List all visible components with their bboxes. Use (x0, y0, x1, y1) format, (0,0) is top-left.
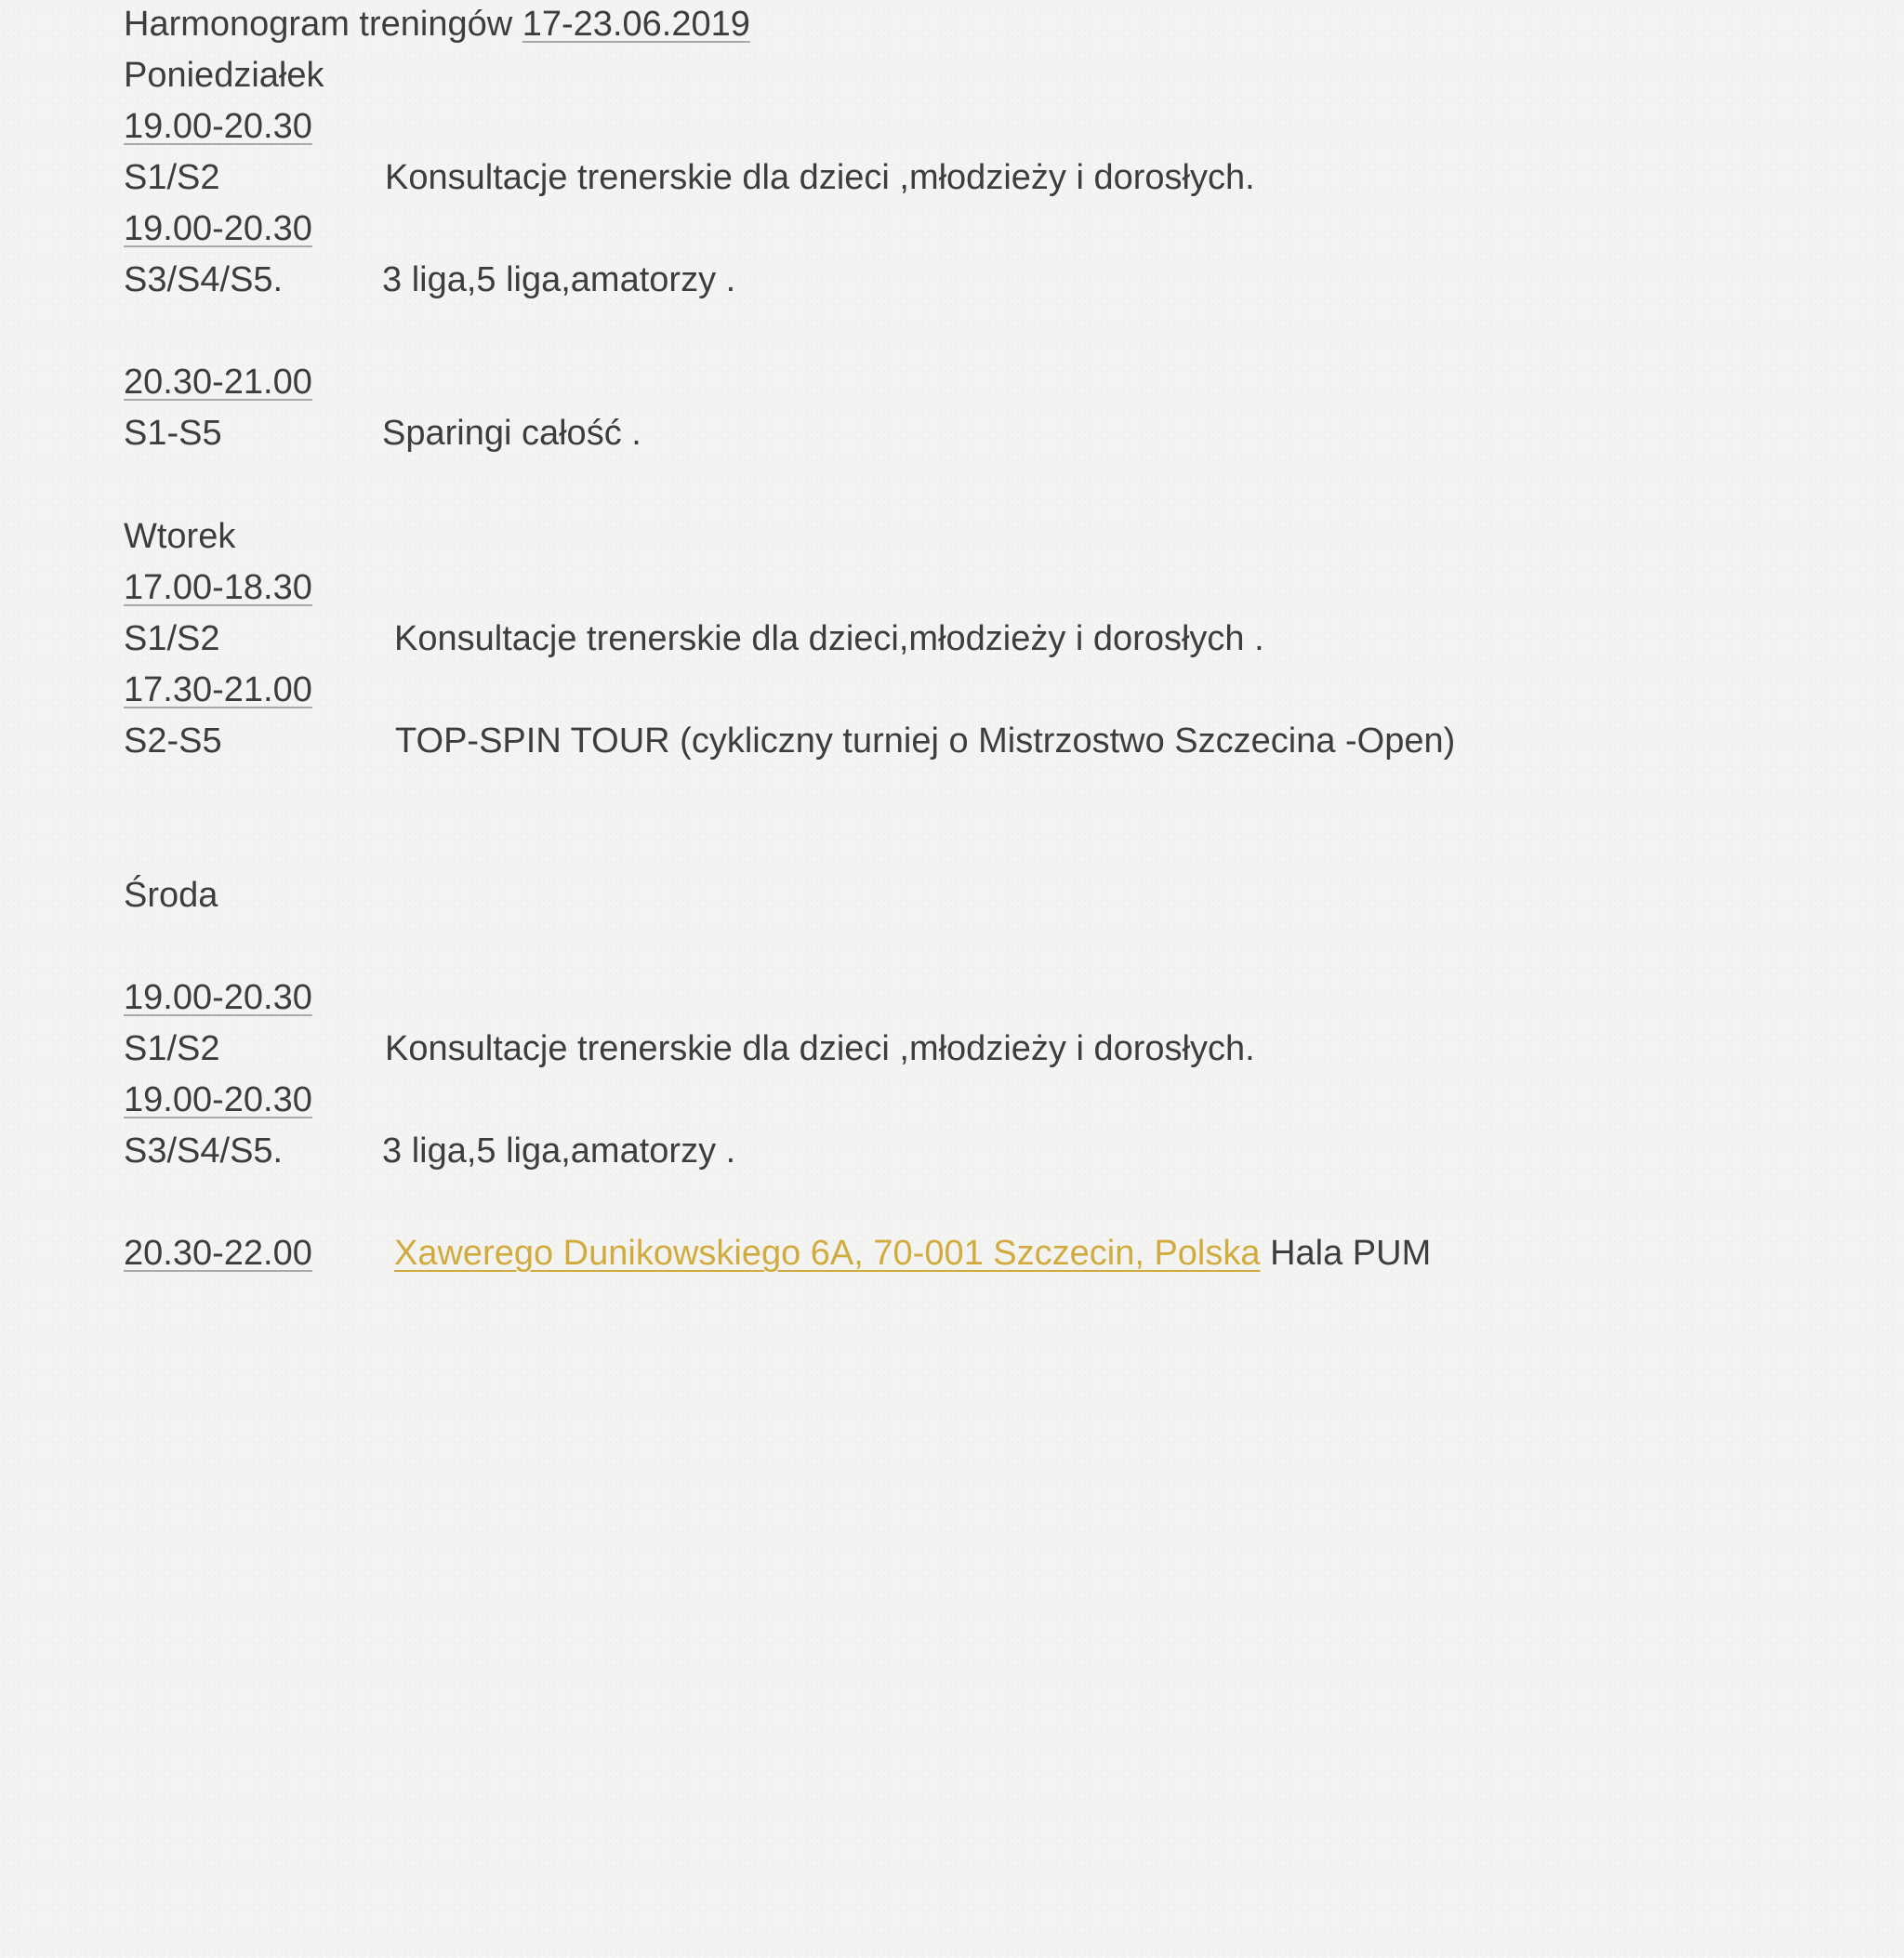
day-heading-wednesday: Środa (124, 876, 218, 915)
activity-description: 3 liga,5 liga,amatorzy . (382, 260, 736, 299)
activity-description: TOP-SPIN TOUR (cykliczny turniej o Mistrzostwo Szczecina -Open) (395, 721, 1456, 761)
time-slot[interactable]: 19.00-20.30 (124, 209, 312, 248)
address-row (394, 1229, 1431, 1277)
title-prefix: Harmonogram treningów (124, 5, 522, 44)
note-title (124, 0, 750, 48)
day-heading-monday: Poniedziałek (124, 56, 324, 95)
venue-label: Hala PUM (1260, 1234, 1432, 1273)
group-label: S3/S4/S5. (124, 1131, 284, 1171)
schedule-row (124, 256, 736, 304)
group-label: S1/S2 (124, 1029, 220, 1068)
activity-description: Konsultacje trenerskie dla dzieci ,młodzieży i dorosłych. (385, 158, 1255, 197)
group-label: S1-S5 (124, 414, 222, 453)
schedule-row (124, 717, 1456, 765)
time-slot[interactable]: 19.00-20.30 (124, 107, 312, 146)
group-label: S2-S5 (124, 721, 222, 761)
time-slot[interactable]: 20.30-22.00 (124, 1234, 312, 1273)
group-label: S3/S4/S5. (124, 260, 284, 299)
activity-description: 3 liga,5 liga,amatorzy . (382, 1131, 736, 1171)
group-label: S1/S2 (124, 619, 220, 658)
schedule-row (124, 1025, 1255, 1073)
time-slot[interactable]: 19.00-20.30 (124, 978, 312, 1017)
title-date[interactable]: 17-23.06.2019 (522, 5, 750, 44)
activity-description: Konsultacje trenerskie dla dzieci ,młodzieży i dorosłych. (385, 1029, 1255, 1068)
activity-description: Sparingi całość . (382, 414, 641, 453)
schedule-row (124, 1127, 736, 1175)
address-link[interactable]: Xawerego Dunikowskiego 6A, 70-001 Szczecin, Polska (394, 1234, 1261, 1273)
schedule-row (124, 615, 1264, 663)
day-heading-tuesday: Wtorek (124, 517, 236, 556)
time-slot[interactable]: 17.30-21.00 (124, 670, 312, 709)
activity-description: Konsultacje trenerskie dla dzieci,młodzieży i dorosłych . (394, 619, 1264, 658)
schedule-row (124, 409, 641, 457)
schedule-row (124, 153, 1255, 202)
time-slot[interactable]: 20.30-21.00 (124, 363, 312, 402)
time-slot[interactable]: 19.00-20.30 (124, 1080, 312, 1119)
group-label: S1/S2 (124, 158, 220, 197)
schedule-row (124, 1229, 1432, 1277)
time-slot[interactable]: 17.00-18.30 (124, 568, 312, 607)
